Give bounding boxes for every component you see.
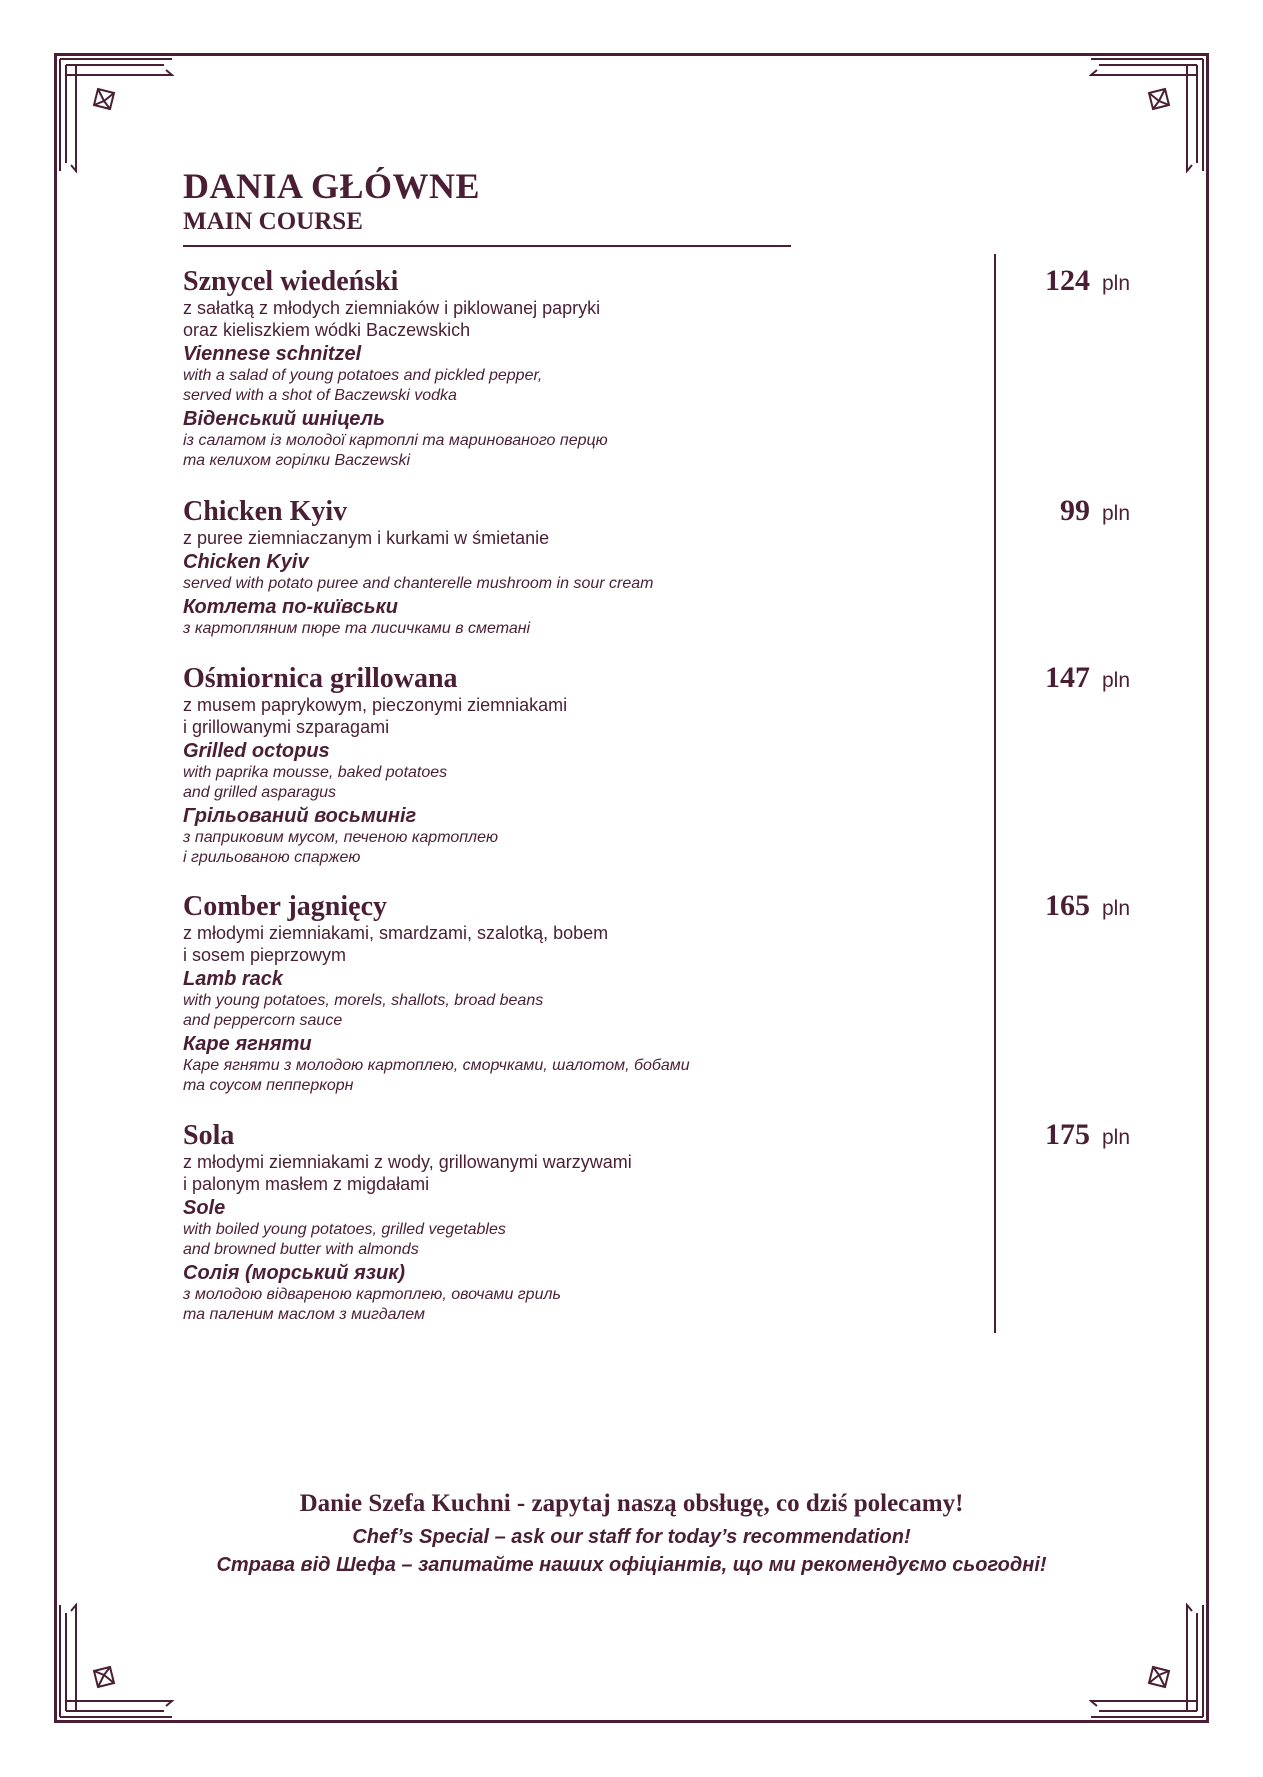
dish-name-english: Lamb rack xyxy=(183,968,284,990)
dish-name-polish: Comber jagnięcy xyxy=(183,891,387,922)
dish-name-polish: Sznycel wiedeński xyxy=(183,266,399,297)
dish-name-polish: Chicken Kyiv xyxy=(183,496,348,527)
price-currency: pln xyxy=(1101,502,1130,525)
dish-description-english: with paprika mousse, baked potatoes and grilled asparagus xyxy=(183,764,448,801)
price-currency: pln xyxy=(1101,897,1130,920)
price-currency: pln xyxy=(1101,272,1130,295)
chef-special-note-polish: Danie Szefa Kuchni - zapytaj naszą obsługę, co dziś polecamy! xyxy=(299,1490,964,1517)
corner-ornament-top-right xyxy=(1089,53,1209,173)
dish-description-ukrainian: із салатом із молодої картоплі та маринованого перцю та келихом горілки Baczewski xyxy=(183,432,608,469)
dish-name-ukrainian: Каре ягняти xyxy=(183,1033,312,1055)
price-amount: 175 xyxy=(1044,1118,1090,1151)
dish-name-english: Viennese schnitzel xyxy=(183,343,362,365)
title-divider xyxy=(183,245,791,247)
dish-name-english: Grilled octopus xyxy=(183,740,330,762)
corner-ornament-bottom-right xyxy=(1089,1603,1209,1723)
dish-name-ukrainian: Грільований восьминіг xyxy=(183,805,417,827)
dish-description-english: with boiled young potatoes, grilled vegetables and browned butter with almonds xyxy=(183,1221,506,1258)
dish-description-ukrainian: з картопляним пюре та лисичками в сметані xyxy=(183,620,531,637)
price-amount: 124 xyxy=(1044,264,1090,297)
dish-name-polish: Ośmiornica grillowana xyxy=(183,663,458,694)
dish-price xyxy=(980,494,1130,528)
corner-ornament-bottom-left xyxy=(54,1603,174,1723)
price-amount: 99 xyxy=(1059,494,1090,527)
dish-description-polish: z młodymi ziemniakami z wody, grillowanymi warzywami i palonym masłem z migdałami xyxy=(183,1152,632,1194)
chef-special-note-english: Chef’s Special – ask our staff for today’s recommendation! xyxy=(352,1526,911,1548)
dish-description-english: served with potato puree and chanterelle mushroom in sour cream xyxy=(183,575,654,592)
price-currency: pln xyxy=(1101,669,1130,692)
section-title-english: MAIN COURSE xyxy=(183,208,363,235)
dish-name-ukrainian: Віденський шніцель xyxy=(183,408,385,430)
dish-name-ukrainian: Котлета по-київськи xyxy=(183,596,398,618)
dish-price xyxy=(980,889,1130,923)
price-amount: 165 xyxy=(1044,889,1090,922)
dish-description-polish: z musem paprykowym, pieczonymi ziemniakami i grillowanymi szparagami xyxy=(183,695,568,737)
menu-item xyxy=(183,496,803,639)
dish-price xyxy=(980,661,1130,695)
section-title-polish: DANIA GŁÓWNE xyxy=(183,166,481,206)
dish-description-ukrainian: з паприковим мусом, печеною картоплею і грильованою спаржею xyxy=(183,829,498,866)
dish-price xyxy=(980,1118,1130,1152)
dish-description-ukrainian: з молодою відвареною картоплею, овочами гриль та паленим маслом з мигдалем xyxy=(183,1286,561,1323)
dish-description-polish: z sałatką z młodych ziemniaków i piklowanej papryki oraz kieliszkiem wódki Baczewskich xyxy=(183,298,601,340)
dish-name-ukrainian: Солія (морський язик) xyxy=(183,1262,406,1284)
price-currency: pln xyxy=(1101,1126,1130,1149)
menu-item xyxy=(183,266,803,471)
price-column-divider xyxy=(994,254,996,1333)
dish-name-polish: Sola xyxy=(183,1120,235,1151)
menu-item xyxy=(183,891,803,1096)
dish-description-polish: z puree ziemniaczanym i kurkami w śmietanie xyxy=(183,528,550,548)
menu-item xyxy=(183,663,803,868)
menu-item xyxy=(183,1120,803,1325)
dish-name-english: Sole xyxy=(183,1197,226,1219)
dish-price xyxy=(980,264,1130,298)
dish-description-english: with a salad of young potatoes and pickled pepper, served with a shot of Baczewski vodka xyxy=(183,367,543,404)
dish-name-english: Chicken Kyiv xyxy=(183,551,309,573)
dish-description-polish: z młodymi ziemniakami, smardzami, szalotką, bobem i sosem pieprzowym xyxy=(183,923,609,965)
corner-ornament-top-left xyxy=(54,53,174,173)
chef-special-note-ukrainian: Страва від Шефа – запитайте наших офіціантів, що ми рекомендуємо сьогодні! xyxy=(216,1554,1047,1576)
dish-description-ukrainian: Каре ягняти з молодою картоплею, сморчками, шалотом, бобами та соусом пепперкорн xyxy=(183,1057,690,1094)
dish-description-english: with young potatoes, morels, shallots, broad beans and peppercorn sauce xyxy=(183,992,544,1029)
price-amount: 147 xyxy=(1044,661,1090,694)
